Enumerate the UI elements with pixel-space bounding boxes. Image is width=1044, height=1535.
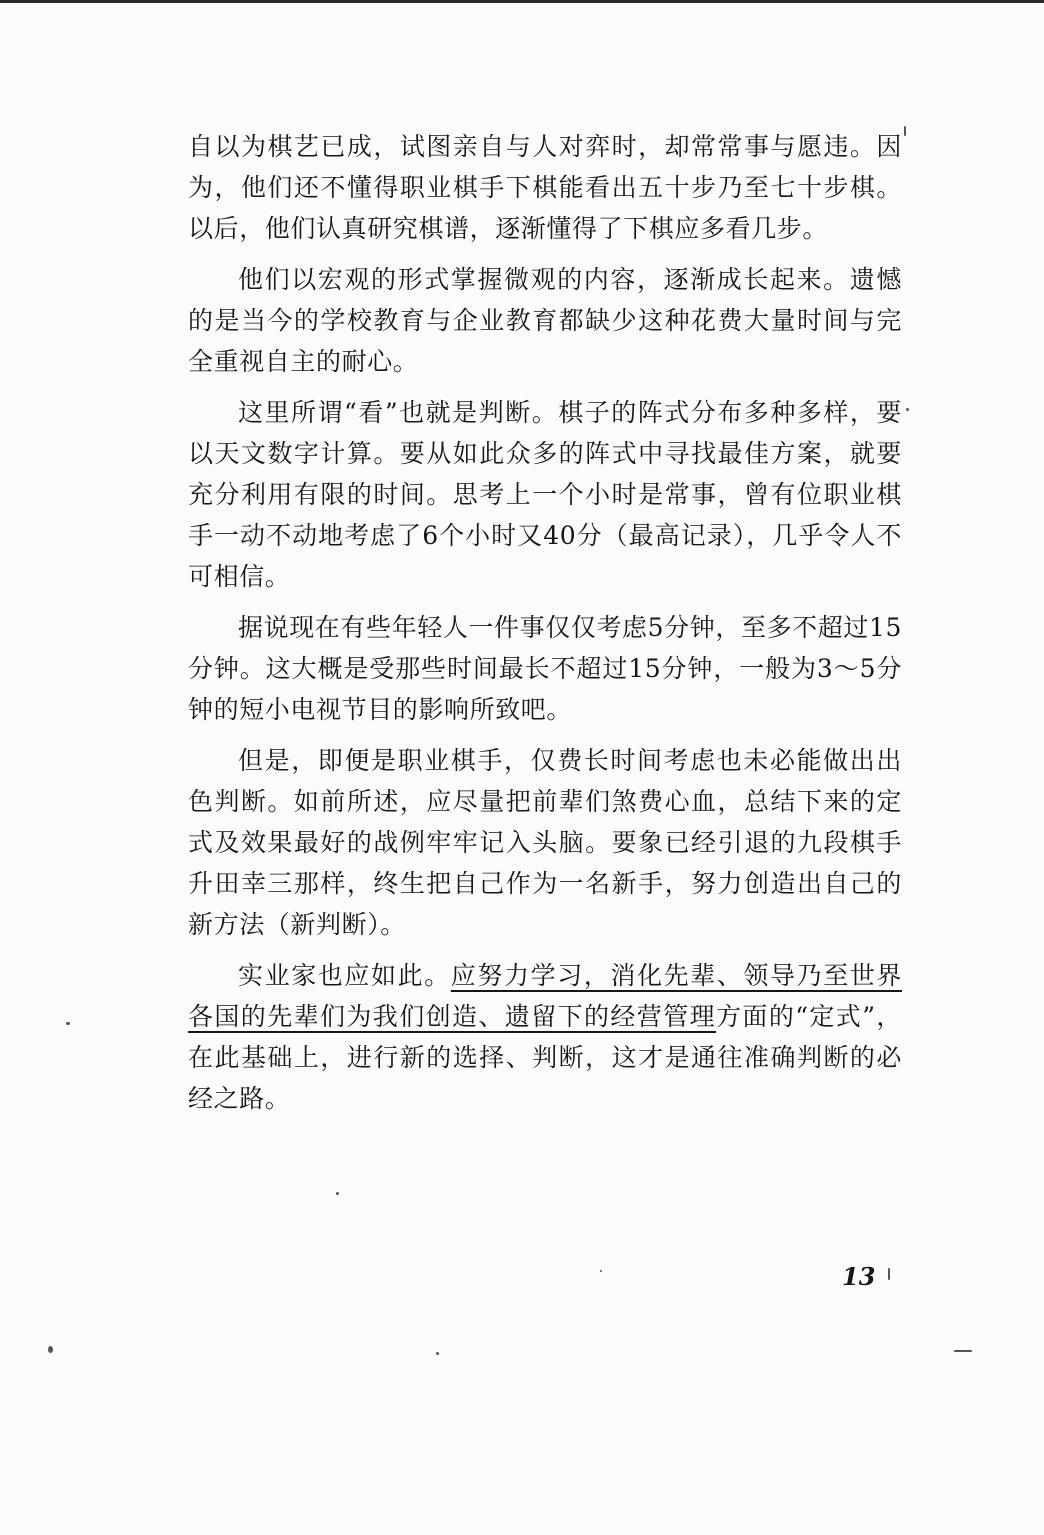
paragraph-6-intro: 实业家也应如此。 [238,961,451,990]
paragraph-2: 他们以宏观的形式掌握微观的内容，逐渐成长起来。遗憾的是当今的学校教育与企业教育都缺少这种花费大量时间与完全重视自主的耐心。 [188,265,902,376]
scan-speck [66,1022,70,1025]
page-number: 13 [842,1262,876,1291]
top-border-line [0,0,1044,3]
scan-speck [954,1350,972,1352]
paragraph-1: 自以为棋艺已成，试图亲自与人对弈时，却常常事与愿违。因为，他们还不懂得职业棋手下棋能看出五十步乃至七十步棋。以后，他们认真研究棋谱，逐渐懂得了下棋应多看几步。 [188,132,902,243]
handwritten-underline-passage: 应努力学习，消化先辈、领导乃至世界各国的先辈们为我们创造、遗留下的经营管理 [188,961,902,1031]
paragraph-3: 这里所谓“看”也就是判断。棋子的阵式分布多种多样，要以天文数字计算。要从如此众多的阵式中寻找最佳方案，就要充分利用有限的时间。思考上一个小时是常事，曾有位职业棋手一动不动地考虑了6个小时又40分（最高记录），几乎令人不可相信。 [188,398,902,591]
scan-speck [336,1192,339,1195]
paragraph-6 [188,955,902,1119]
paragraph-6-rest: 方面的“定式”，在此基础上，进行新的选择、判断，这才是通往准确判断的必经之路。 [188,1002,902,1113]
scan-speck [48,1346,53,1353]
paragraph-4: 据说现在有些年轻人一件事仅仅考虑5分钟，至多不超过15分钟。这大概是受那些时间最长不超过15分钟，一般为3～5分钟的短小电视节目的影响所致吧。 [188,613,902,724]
scan-speck [904,126,906,136]
scan-speck [600,1270,602,1272]
paragraph-5: 但是，即便是职业棋手，仅费长时间考虑也未必能做出出色判断。如前所述，应尽量把前辈们煞费心血，总结下来的定式及效果最好的战例牢牢记入头脑。要象已经引退的九段棋手升田幸三那样，终生把自己作为一名新手，努力创造出自己的新方法（新判断）。 [188,746,902,939]
scan-speck [888,1268,890,1280]
scan-speck [906,408,909,411]
scan-speck [436,1352,439,1355]
body-text [188,126,902,1129]
